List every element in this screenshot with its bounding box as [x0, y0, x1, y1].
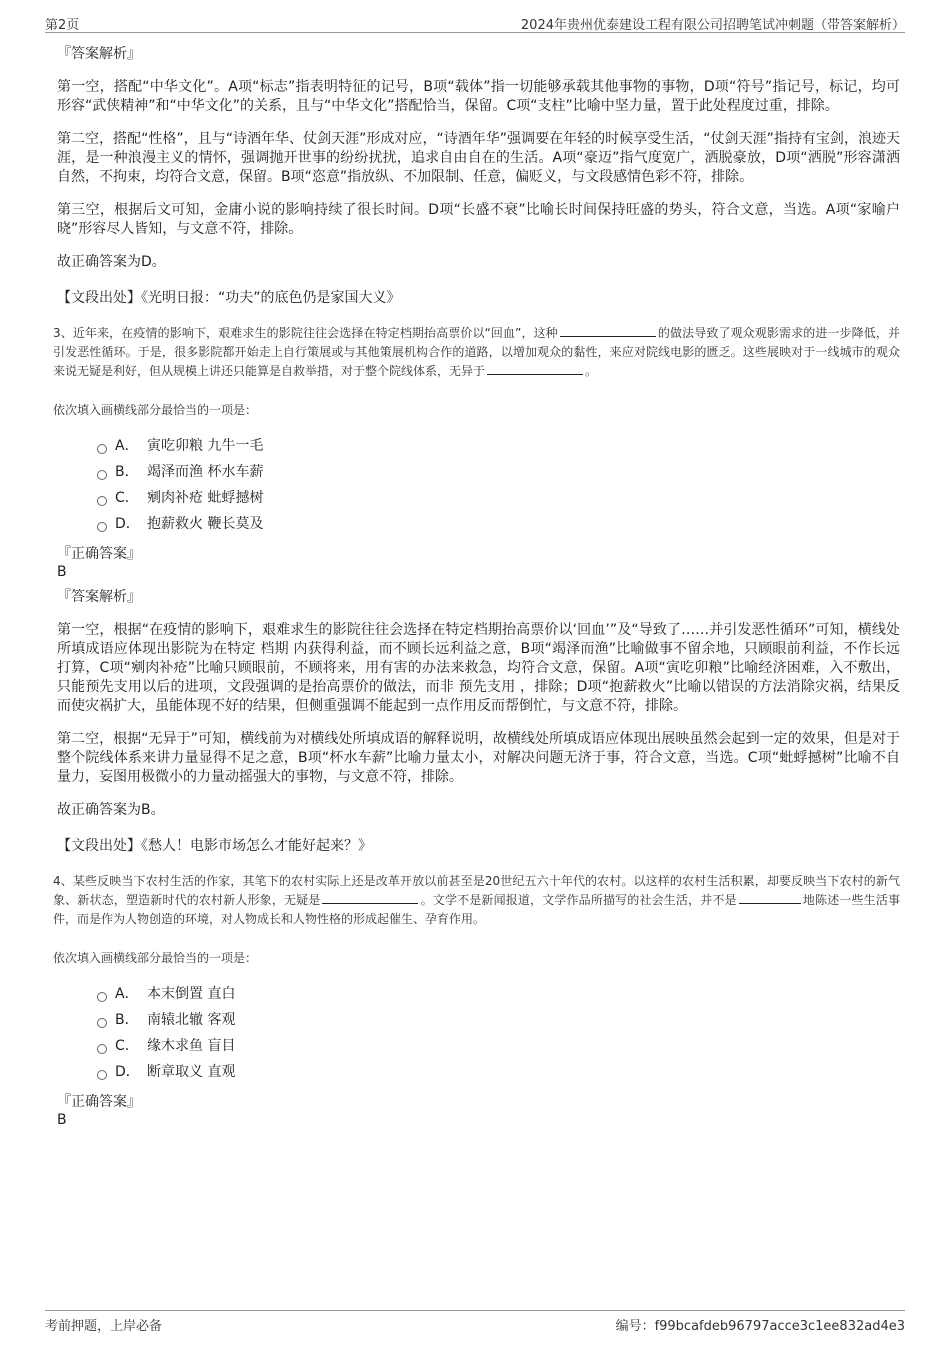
option-text: 寅吃卯粮 九牛一毛 — [147, 438, 264, 454]
stem-text: 。 — [585, 364, 598, 378]
option-letter: B． — [115, 464, 139, 480]
fill-blank — [560, 324, 656, 337]
option-a[interactable] — [97, 981, 900, 1007]
document-title: 2024年贵州优泰建设工程有限公司招聘笔试冲刺题（带答案解析） — [520, 18, 905, 33]
option-text: 本末倒置 直白 — [147, 986, 236, 1002]
page-number: 第2页 — [45, 18, 80, 33]
option-c[interactable] — [97, 1033, 900, 1059]
option-d[interactable] — [97, 1059, 900, 1085]
question-stem — [53, 872, 900, 929]
question-instruction: 依次填入画横线部分最恰当的一项是： — [53, 403, 258, 417]
question-instruction: 依次填入画横线部分最恰当的一项是： — [53, 951, 258, 965]
footer-slogan: 考前押题，上岸必备 — [45, 1319, 163, 1334]
radio-button-icon[interactable] — [97, 1018, 107, 1028]
page-header — [45, 12, 905, 33]
radio-button-icon[interactable] — [97, 522, 107, 532]
q2-analysis — [57, 44, 900, 308]
analysis-label: 『答案解析』 — [57, 46, 141, 62]
page-content — [53, 44, 900, 1129]
option-text: 断章取义 直观 — [147, 1064, 236, 1080]
answer-value: B — [57, 1112, 67, 1128]
source-citation: 【文段出处】《愁人！电影市场怎么才能好起来？》 — [57, 838, 372, 854]
option-c[interactable] — [97, 485, 900, 511]
question-stem — [53, 324, 900, 381]
answer-label: 『正确答案』 — [57, 1094, 141, 1110]
stem-text: 3、近年来，在疫情的影响下，艰难求生的影院往往会选择在特定档期抬高票价以“回血”，这种 — [53, 326, 558, 340]
analysis-label: 『答案解析』 — [57, 589, 141, 605]
option-text: 抱薪救火 鞭长莫及 — [147, 516, 264, 532]
option-list — [97, 433, 900, 537]
fill-blank — [487, 362, 583, 375]
source-citation: 【文段出处】《光明日报：“功夫”的底色仍是家国大义》 — [57, 290, 401, 306]
analysis-paragraph: 第一空，搭配“中华文化”。A项“标志”指表明特征的记号，B项“载体”指一切能够承载其他事物的事物，D项“符号”指记号，标记，均可形容“武侠精神”和“中华文化”的关系，且与“中华文化”搭配恰当，保留。C项“支柱”比喻中坚力量，置于此处程度过重，排除。 — [57, 79, 900, 114]
option-text: 缘木求鱼 盲目 — [147, 1038, 236, 1054]
option-text: 竭泽而渔 杯水车薪 — [147, 464, 264, 480]
option-text: 南辕北辙 客观 — [147, 1012, 236, 1028]
radio-button-icon[interactable] — [97, 1070, 107, 1080]
fill-blank — [739, 891, 801, 904]
radio-button-icon[interactable] — [97, 1044, 107, 1054]
document-code: 编号：f99bcafdeb96797acce3c1ee832ad4e3 — [615, 1319, 905, 1334]
option-letter: A． — [115, 986, 139, 1002]
option-d[interactable] — [97, 511, 900, 537]
option-list — [97, 981, 900, 1085]
radio-button-icon[interactable] — [97, 470, 107, 480]
option-b[interactable] — [97, 1007, 900, 1033]
option-letter: D． — [115, 516, 140, 532]
option-letter: A． — [115, 438, 139, 454]
stem-text: 。文学不是新闻报道，文学作品所描写的社会生活，并不是 — [420, 893, 737, 907]
analysis-paragraph: 第一空，根据“在疫情的影响下，艰难求生的影院往往会选择在特定档期抬高票价以‘回血’”及“导致了……并引发恶性循环”可知，横线处所填成语应体现出影院为在特定 档期 内获得利益，而不顾长远利益之意，B项“竭泽而渔”比喻做事不留余地，只顾眼前利益，不作长远打算，C项“剜肉补疮”比喻只顾眼前，不顾将来，用有害的办法来救急，均符合文意，保留。A项“寅吃卯粮”比喻经济困难，入不敷出，只能预先支用以后的进项，文段强调的是抬高票价的做法，而非 预先支用 ，排除；D项“抱薪救火”比喻以错误的方法消除灾祸，结果反而使灾祸扩大，虽能体现不好的结果，但侧重强调不能起到一点作用反而帮倒忙，与文意不符，排除。 — [57, 622, 900, 714]
answer-label: 『正确答案』 — [57, 546, 141, 562]
radio-button-icon[interactable] — [97, 992, 107, 1002]
option-letter: C． — [115, 1038, 139, 1054]
stem-text: 4、某些反映当下农村生活的作家，其笔下的农村实际上还是改革开放以前甚至是20世纪五六十年代的农村。以这样的农村生活积累，却要反映当下农村的新气象、新状态，塑造新时代的农村新人形象，无疑是 — [53, 874, 900, 907]
option-a[interactable] — [97, 433, 900, 459]
fill-blank — [322, 891, 418, 904]
option-letter: C． — [115, 490, 139, 506]
conclusion-paragraph: 故正确答案为D。 — [57, 254, 166, 270]
option-letter: D． — [115, 1064, 140, 1080]
page-footer — [45, 1310, 905, 1333]
radio-button-icon[interactable] — [97, 496, 107, 506]
analysis-paragraph: 第二空，根据“无异于”可知，横线前为对横线处所填成语的解释说明，故横线处所填成语应体现出展映虽然会起到一定的效果，但是对于整个院线体系来讲力量显得不足之意，B项“杯水车薪”比喻力量太小，对解决问题无济于事，符合文意，当选。C项“蚍蜉撼树”比喻不自量力，妄图用极微小的力量动摇强大的事物，与文意不符，排除。 — [57, 731, 900, 785]
answer-value: B — [57, 564, 67, 580]
radio-button-icon[interactable] — [97, 444, 107, 454]
question-4 — [53, 872, 900, 1129]
question-3 — [53, 324, 900, 856]
option-text: 剜肉补疮 蚍蜉撼树 — [147, 490, 264, 506]
analysis-paragraph: 第二空，搭配“性格”，且与“诗酒年华、仗剑天涯”形成对应，“诗酒年华”强调要在年轻的时候享受生活，“仗剑天涯”指持有宝剑，浪迹天涯，是一种浪漫主义的情怀，强调抛开世事的纷纷扰扰，追求自由自在的生活。A项“豪迈”指气度宽广，洒脱豪放，D项“洒脱”形容潇洒自然，不拘束，均符合文意，保留。B项“恣意”指放纵、不加限制、任意，偏贬义，与文段感情色彩不符，排除。 — [57, 131, 900, 185]
conclusion-paragraph: 故正确答案为B。 — [57, 802, 165, 818]
option-letter: B． — [115, 1012, 139, 1028]
stem-text: 地陈述一些生活事件，而是作为人物创造的环境，对人物成长和人物性格的形成起催生、孕育作用。 — [53, 893, 900, 926]
analysis-paragraph: 第三空，根据后文可知，金庸小说的影响持续了很长时间。D项“长盛不衰”比喻长时间保持旺盛的势头，符合文意，当选。A项“家喻户晓”形容尽人皆知，与文意不符，排除。 — [57, 202, 900, 237]
option-b[interactable] — [97, 459, 900, 485]
stem-text: 的做法导致了观众观影需求的进一步降低，并引发恶性循环。于是，很多影院都开始走上自行策展或与其他策展机构合作的道路，以增加观众的黏性，来应对院线电影的匮乏。这些展映对于一线城市的观众来说无疑是利好，但从规模上讲还只能算是自救举措，对于整个院线体系，无异于 — [53, 326, 900, 378]
